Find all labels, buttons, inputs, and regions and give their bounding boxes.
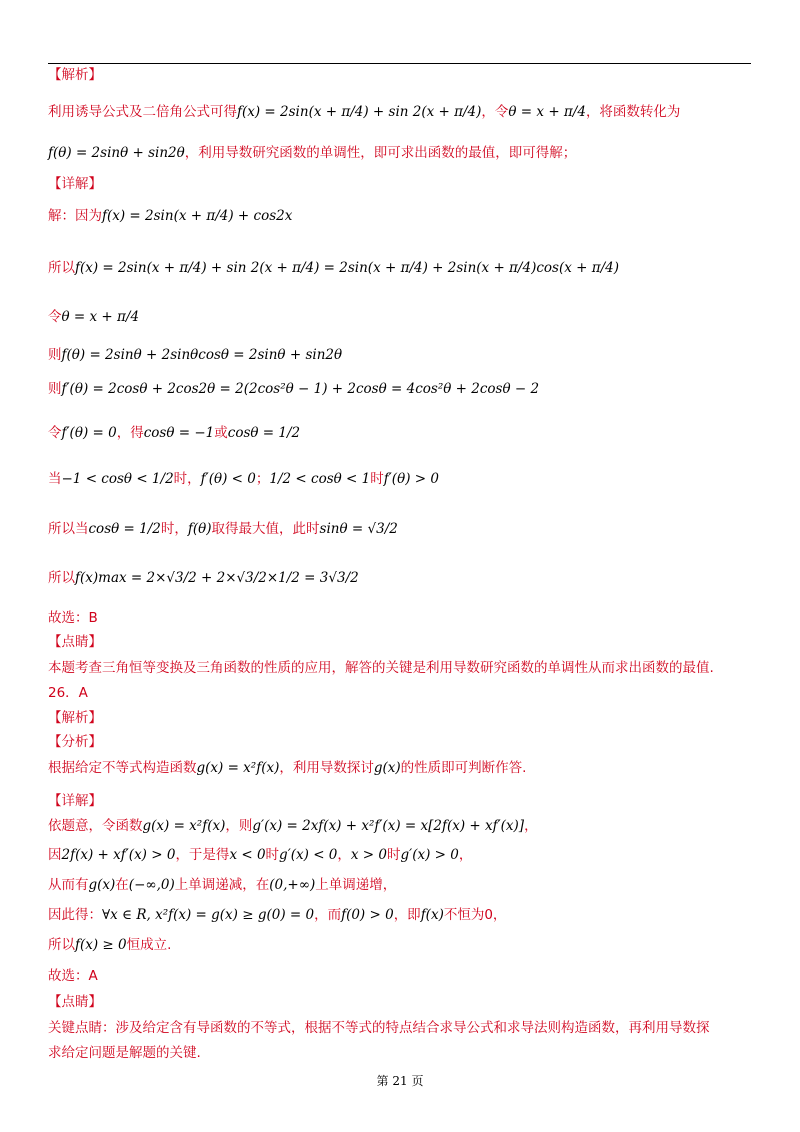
text-run: ，则 [225,818,253,834]
text-run: 关键点睛：涉及给定含有导函数的不等式，根据不等式的特点结合求导公式和求导法则构造函数，再利用导数探 [48,1020,710,1036]
text-line [48,346,342,364]
text-line [48,424,300,442]
text-run: 则 [48,347,62,363]
text-line [48,633,102,651]
text-run: 因此得： [48,907,102,923]
math-expression: g′(x) < 0 [279,847,338,863]
text-run: 时 [265,847,280,863]
text-run: 【详解】 [48,793,102,809]
text-run: 上单调递减，在 [174,877,270,893]
text-run: 【解析】 [48,67,102,83]
text-line [48,520,398,538]
math-expression: f(0) > 0 [341,907,394,923]
math-expression: f(x) ≥ 0 [75,937,127,953]
text-run: 从而有 [48,877,89,893]
text-line [48,259,619,277]
text-line [48,103,680,121]
math-expression: f(x) [420,907,444,923]
math-expression: g′(x) = 2xf(x) + x²f′(x) = x[2f(x) + xf′(x)] [252,818,525,834]
text-run: ， [458,847,473,863]
text-line [48,144,576,162]
text-run: ，得 [116,425,144,441]
text-run: ， [524,818,538,834]
math-expression: x < 0 [229,847,266,863]
text-run: 恒成立. [126,937,172,953]
text-line [48,1044,201,1062]
math-expression: ∀x ∈ R, x²f(x) = g(x) ≥ g(0) = 0 [102,907,315,923]
text-run: ， [337,847,351,863]
text-run: ，将函数转化为 [585,104,681,120]
math-expression: g(x) = x²f(x) [142,818,226,834]
text-line [48,569,359,587]
text-line [48,66,102,84]
text-line [48,1019,710,1037]
text-run: 【点睛】 [48,994,102,1010]
text-run: ，而 [314,907,342,923]
math-expression: sinθ = √3/2 [319,521,398,537]
text-run: 所以当 [48,521,89,537]
text-run: 所以 [48,937,75,953]
math-expression: g(x) [373,760,401,776]
math-expression: θ = x + π/4 [61,309,140,325]
text-run: ； [255,471,270,487]
text-run: 当 [48,471,62,487]
math-expression: f(θ) = 2sinθ + sin2θ [48,145,185,161]
text-run: 【解析】 [48,710,102,726]
text-run: ，令 [481,104,509,120]
text-run: 取得最大值，此时 [211,521,320,537]
text-run: 【详解】 [48,176,102,192]
text-line [48,936,171,954]
text-run: 令 [48,309,62,325]
math-expression: f(x) = 2sin(x + π/4) + sin 2(x + π/4) [237,104,482,120]
text-run: ，于是得 [175,847,230,863]
text-line [48,846,472,864]
text-run: ，利用导数探讨 [279,760,374,776]
text-run: 令 [48,425,62,441]
math-expression: 1/2 < cosθ < 1 [269,471,371,487]
text-line [48,684,88,702]
header-rule [48,63,751,64]
text-run: ，即 [393,907,421,923]
text-line [48,876,396,894]
text-run: 时， [160,521,188,537]
math-expression: (0,+∞) [269,877,316,893]
math-expression: f(x)max = 2×√3/2 + 2×√3/2×1/2 = 3√3/2 [75,570,359,586]
text-line [48,792,102,810]
math-expression: g(x) = x²f(x) [196,760,280,776]
text-line [48,308,139,326]
math-expression: −1 < cosθ < 1/2 [61,471,174,487]
math-expression: 2f(x) + xf′(x) > 0 [61,847,176,863]
math-expression: f(x) = 2sin(x + π/4) + cos2x [102,208,293,224]
text-line [48,659,714,677]
text-line [48,993,102,1011]
text-line [48,709,102,727]
text-line [48,817,538,835]
math-expression: f′(θ) > 0 [383,471,439,487]
math-expression: cosθ = 1/2 [88,521,161,537]
math-expression: cosθ = −1 [143,425,215,441]
text-run: 利用诱导公式及二倍角公式可得 [48,104,237,120]
text-run: 不恒为0， [443,907,507,923]
text-run: 时， [173,471,201,487]
text-run: 上单调递增， [315,877,397,893]
text-run: 【点睛】 [48,634,102,650]
math-expression: f(θ) = 2sinθ + 2sinθcosθ = 2sinθ + sin2θ [61,347,343,363]
math-expression: g(x) [88,877,116,893]
math-expression: f′(θ) = 2cosθ + 2cos2θ = 2(2cos²θ − 1) + 2cosθ = 4cos²θ + 2cosθ − 2 [61,381,540,397]
text-line [48,733,102,751]
page-number: 第 21 页 [376,1074,424,1088]
text-run: 根据给定不等式构造函数 [48,760,197,776]
text-line [48,175,102,193]
text-line [48,380,539,398]
text-line [48,470,439,488]
math-expression: f′(θ) = 0 [61,425,117,441]
math-expression: f(θ) [187,521,212,537]
text-line [48,759,526,777]
math-expression: g′(x) > 0 [400,847,459,863]
text-run: 所以 [48,570,75,586]
text-run: 因 [48,847,62,863]
text-run: 依题意，令函数 [48,818,143,834]
text-run: 则 [48,381,62,397]
text-run: 在 [115,877,129,893]
math-expression: f(x) = 2sin(x + π/4) + sin 2(x + π/4) = 2sin(x + π/4) + 2sin(x + π/4)cos(x + π/4) [75,260,620,276]
text-run: 时 [370,471,384,487]
text-run: 的性质即可判断作答. [400,760,527,776]
text-line [48,207,292,225]
text-run: 所以 [48,260,75,276]
text-run: 求给定问题是解题的关键. [48,1045,201,1061]
text-run: ，利用导数研究函数的单调性，即可求出函数的最值，即可得解； [184,145,577,161]
text-run: 26．A [48,685,88,701]
math-expression: f′(θ) < 0 [200,471,256,487]
text-run: 时 [387,847,401,863]
text-line [48,906,506,924]
text-run: 故选：B [48,610,98,626]
math-expression: cosθ = 1/2 [227,425,301,441]
text-run: 解：因为 [48,208,102,224]
text-line [48,609,98,627]
math-expression: (−∞,0) [128,877,175,893]
text-run: 【分析】 [48,734,102,750]
text-line [48,967,98,985]
text-run: 故选：A [48,968,98,984]
math-expression: θ = x + π/4 [508,104,586,120]
math-expression: x > 0 [350,847,387,863]
text-run: 本题考查三角恒等变换及三角函数的性质的应用，解答的关键是利用导数研究函数的单调性从而求出函数的最值. [48,660,714,676]
text-run: 或 [214,425,228,441]
